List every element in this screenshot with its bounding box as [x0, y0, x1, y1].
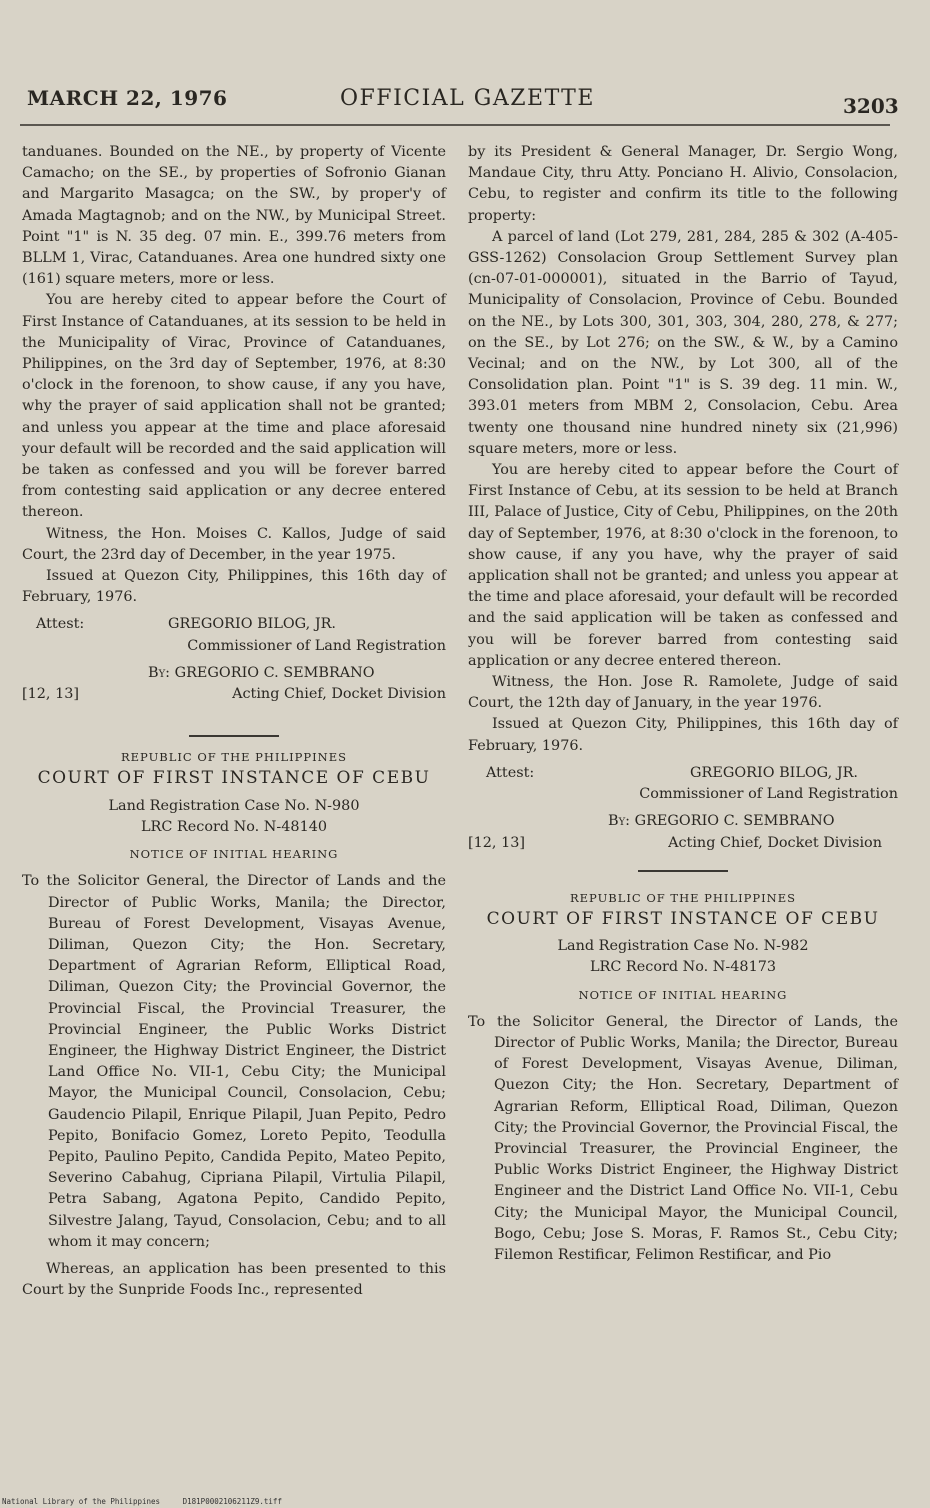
left-court: COURT OF FIRST INSTANCE OF CEBU	[37, 768, 431, 789]
header-date: MARCH 22, 1976	[27, 86, 228, 110]
right-paragraph-5: Issued at Quezon City, Philippines, this 16th day of February, 1976.	[468, 716, 898, 754]
left-lrc-record: LRC Record No. N-48140	[140, 818, 328, 835]
left-republic: REPUBLIC OF THE PHILIPPINES	[120, 750, 348, 765]
left-paragraph-2: You are hereby cited to appear before the Court of First Instance of Catanduanes, at its session to be held in the Municipality of Virac, Province of Catanduanes, Philippines, on the 3rd day of September, 1976, at 8:30 o'clock in the forenoon, to show cause, if any you have, why the prayer of said application shall not be granted; and unless you appear at the time and place aforesaid your default will be recorded and the said application will be taken as confessed and you will be forever barred from contesting said application or any decree entered thereon.	[22, 292, 446, 521]
right-ref: [12, 13]	[468, 834, 526, 851]
right-paragraph-1: by its President & General Manager, Dr. Sergio Wong, Mandaue City, thru Atty. Ponciano H. Alivio, Consolacion, Cebu, to register and confirm its title to the following property:	[468, 144, 898, 224]
left-attest-row	[22, 614, 446, 635]
right-paragraph-4: Witness, the Hon. Jose R. Ramolete, Judge of said Court, the 12th day of January, in the year 1976.	[468, 674, 898, 712]
scan-footer: National Library of the Philippines D181P0002106211Z9.tiff	[2, 1497, 282, 1506]
left-case-no: Land Registration Case No. N-980	[108, 797, 360, 814]
left-commissioner-name: GREGORIO BILOG, JR.	[168, 616, 336, 633]
right-commissioner-name: GREGORIO BILOG, JR.	[690, 764, 858, 781]
right-ref-row	[468, 833, 898, 854]
left-paragraph-4: Issued at Quezon City, Philippines, this 16th day of February, 1976.	[22, 568, 446, 606]
right-lrc-record: LRC Record No. N-48173	[589, 959, 777, 976]
left-whereas: Whereas, an application has been presented to this Court by the Sunpride Foods Inc., represented	[22, 1260, 446, 1299]
right-attest-label: Attest:	[486, 764, 535, 781]
header-rule	[20, 124, 890, 126]
left-chief-title: Acting Chief, Docket Division	[232, 686, 446, 703]
right-paragraph-2: A parcel of land (Lot 279, 281, 284, 285 & 302 (A-405-GSS-1262) Consolacion Group Settlement Survey plan (cn-07-01-000001), situated in the Barrio of Tayud, Municipality of Consolacion, Province of Cebu. Bounded on the NE., by Lots 300, 301, 303, 304, 280, 278, & 277; on the SE., by Lot 276; on the SW., & W., by a Camino Vecinal; and on the NW., by Lot 300, all of the Consolidation plan. Point "1" is S. 39 deg. 11 min. W., 393.01 meters from MBM 2, Consolacion, Cebu. Area twenty one thousand nine hundred ninety six (21,996) square meters, more or less.	[468, 228, 898, 457]
header-title: OFFICIAL GAZETTE	[340, 86, 595, 111]
header-page-number: 3203	[843, 94, 899, 118]
left-notice-heading: NOTICE OF INITIAL HEARING	[129, 847, 339, 862]
right-attest-row	[468, 763, 898, 784]
left-paragraph-3: Witness, the Hon. Moises C. Kallos, Judge of said Court, the 23rd day of December, in the year 1975.	[22, 525, 446, 563]
left-paragraph-1: tanduanes. Bounded on the NE., by property of Vicente Camacho; on the SE., by properties of Sofronio Gianan and Margarito Masagca; on the SW., by proper'y of Amada Magtagnob; and on the NW., by Municipal Street. Point "1" is N. 35 deg. 07 min. E., 399.76 meters from BLLM 1, Virac, Catanduanes. Area one hundred sixty one (161) square meters, more or less.	[22, 144, 446, 288]
right-column	[468, 142, 898, 1266]
left-attest-label: Attest:	[36, 616, 85, 633]
left-to-paragraph: To the Solicitor General, the Director of Lands and the Director of Public Works, Manila; the Director, Bureau of Forest Development, Visayas Avenue, Diliman, Quezon City; the Hon. Secretary, Department of Agrarian Reform, Elliptical Road, Diliman, Quezon City; the Provincial Governor, the Provincial Fiscal, the Provincial Treasurer, the Provincial Engineer, the Public Works District Engineer, the Highway District Engineer, the District Land Office No. VII-1, Cebu City; the Municipal Mayor, the Municipal Council, Consolacion, Cebu; Gaudencio Pilapil, Enrique Pilapil, Juan Pepito, Pedro Pepito, Bonifacio Gomez, Loreto Pepito, Teodulla Pepito, Paulino Pepito, Candida Pepito, Mateo Pepito, Severino Cabahug, Cipriana Pilapil, Virtulia Pilapil, Petra Sabang, Agatona Pepito, Candido Pepito, Silvestre Jalang, Tayud, Consolacion, Cebu; and to all whom it may concern;	[22, 873, 446, 1250]
right-court: COURT OF FIRST INSTANCE OF CEBU	[486, 908, 880, 929]
left-ref: [12, 13]	[22, 686, 80, 703]
left-column	[22, 142, 446, 1301]
right-commissioner-title: Commissioner of Land Registration	[639, 786, 898, 803]
left-ref-row	[22, 684, 446, 705]
right-case-no: Land Registration Case No. N-982	[557, 938, 809, 955]
right-by-line: By: GREGORIO C. SEMBRANO	[608, 813, 835, 830]
right-republic: REPUBLIC OF THE PHILIPPINES	[569, 890, 797, 905]
left-commissioner-title: Commissioner of Land Registration	[187, 637, 446, 654]
right-paragraph-3: You are hereby cited to appear before the Court of First Instance of Cebu, at its session to be held at Branch III, Palace of Justice, City of Cebu, Philippines, on the 20th day of September, 1976, at 8:30 o'clock in the forenoon, to show cause, if any you have, why the prayer of said application shall not be granted; and unless you appear at the time and place aforesaid, your default will be recorded and the said application will be taken as confessed and you will be forever barred from contesting said application or any decree entered thereon.	[468, 462, 898, 669]
right-to-paragraph: To the Solicitor General, the Director of Lands, the Director of Public Works, Manila; the Director, Bureau of Forest Development, Visayas Avenue, Diliman, Quezon City; the Hon. Secretary, Department of Agrarian Reform, Elliptical Road, Diliman, Quezon City; the Provincial Governor, the Provincial Fiscal, the Provincial Treasurer, the Provincial Engineer, the Public Works District Engineer, the Highway District Engineer and the District Land Office No. VII-1, Cebu City; the Municipal Mayor, the Municipal Council, Bogo, Cebu; Jose S. Moras, F. Ramos St., Cebu City; Filemon Restificar, Felimon Restificar, and Pio	[468, 1013, 898, 1263]
right-notice-heading: NOTICE OF INITIAL HEARING	[578, 987, 788, 1002]
right-chief-title: Acting Chief, Docket Division	[668, 834, 882, 851]
left-by-line: By: GREGORIO C. SEMBRANO	[148, 664, 375, 681]
